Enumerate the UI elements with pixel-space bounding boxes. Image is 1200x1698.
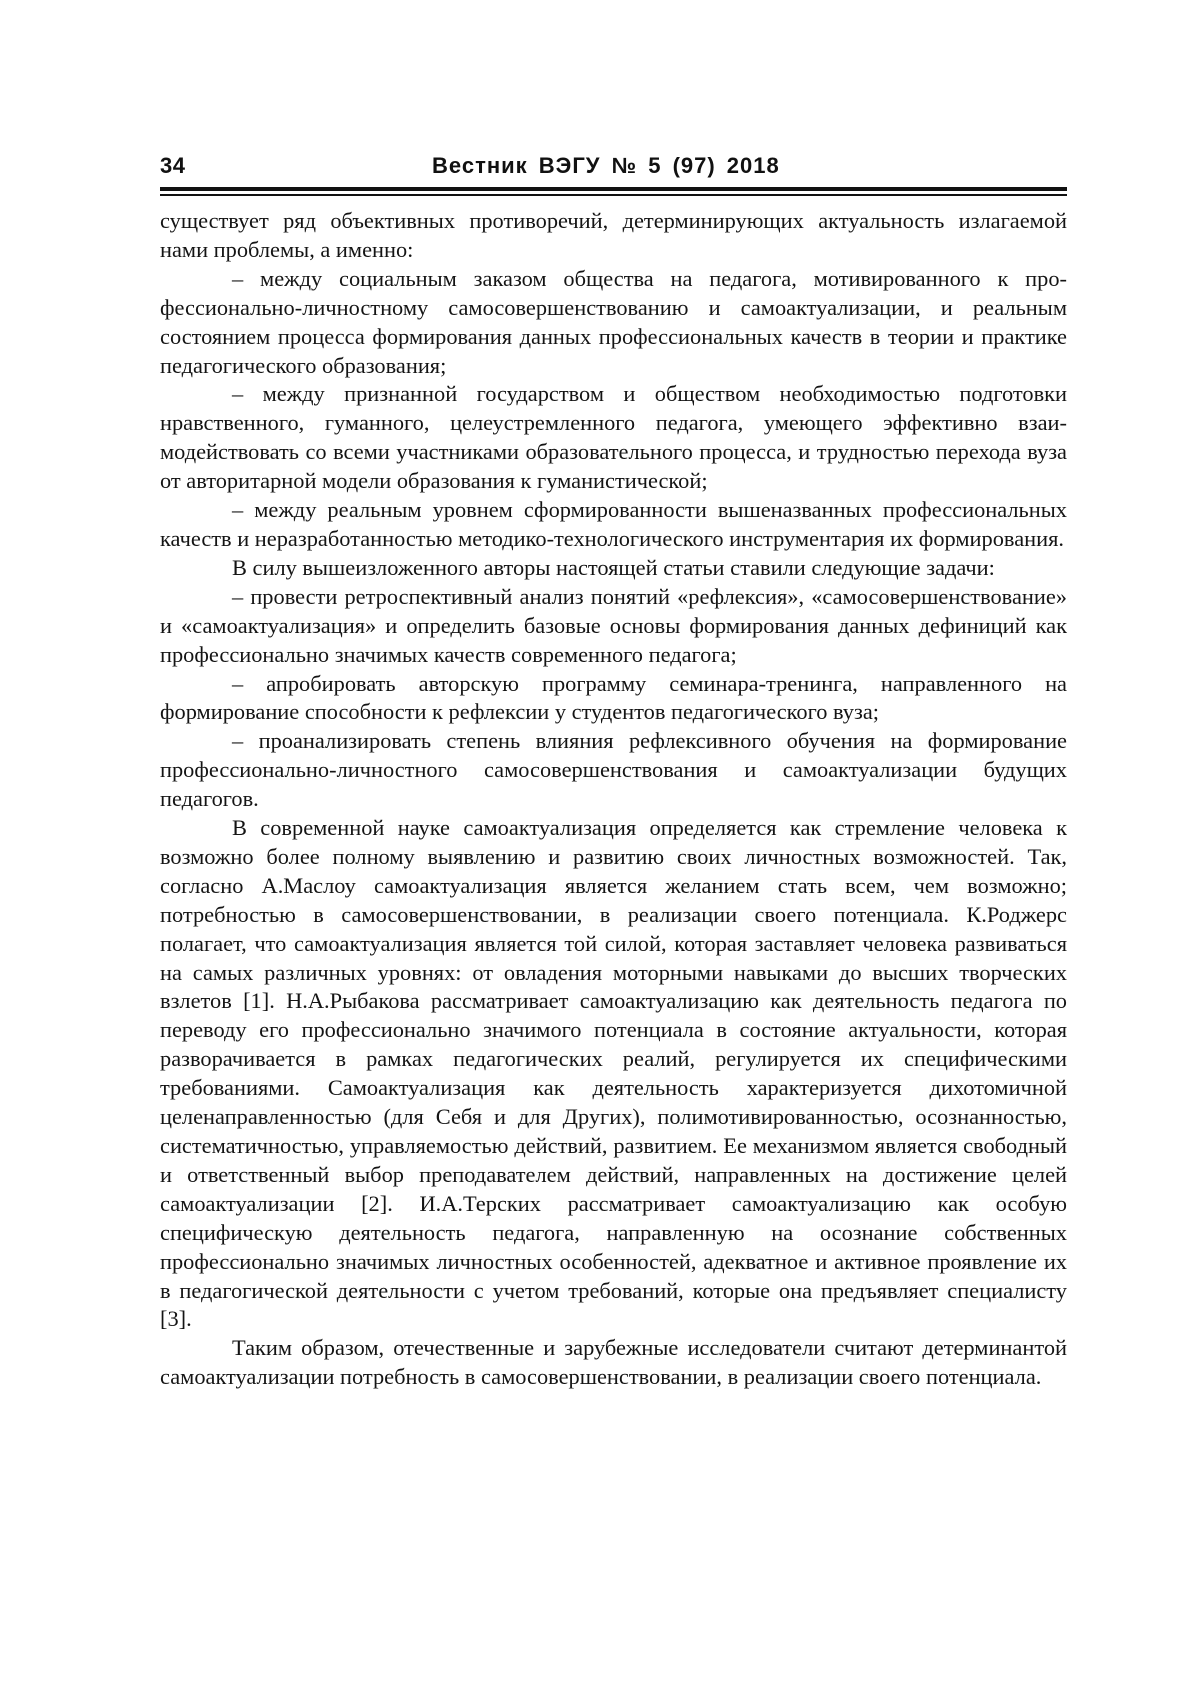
journal-title: Вестник ВЭГУ № 5 (97) 2018 xyxy=(432,153,780,178)
paragraph-contradiction-3: – между реальным уровнем сформированности вышеназванных профессиональных качеств и неразработанностью методико-технологического инструментария их формирования. xyxy=(160,497,1067,551)
paragraph-contradiction-1: – между социальным заказом общества на педагога, мотивированного к профессионально-личностному самосовершенствованию и самоактуализации, и реальным состоянием процесса формирования данных профессиональных качеств в теории и практике педагогического образования; xyxy=(160,265,1067,378)
article-body xyxy=(160,207,1067,1392)
paragraph-self-actualization: В современной науке самоактуализация определяется как стремление человека к возможно более полному выявлению и развитию своих личностных возможностей. Так, согласно А.Маслоу самоактуализация является желанием стать всем, чем возможно; потребностью в самосовершенствовании, в реализации своего потенциала. К.Роджерс полагает, что самоактуализация является той силой, которая заставляет человека развиваться на самых различных уровнях: от овладения моторными навыками до высших творческих взлетов [1]. Н.А.Рыбакова рассматривает самоактуализацию как деятельность педагога по переводу его профессионально значимого потенциала в состояние актуальности, которая разворачивается в рамках педагогических реалий, регулируется их специфическими требованиями. Самоактуализация как деятельность характеризуется дихотомичной целенаправленностью (для Себя и для Других), полимотивированностью, осознанностью, систематичностью, управляемостью действий, развитием. Ее механизмом является свободный и ответственный выбор преподавателем действий, направленных на достижение целей самоактуализации [2]. И.А.Терских рассматривает самоактуализацию как особую специфическую деятельность педагога, направленную на осознание собственных профессионально значимых личностных особенностей, адекватное и активное проявление их в педагогической деятельности с учетом требований, которые она предъявляет специалисту [3]. xyxy=(160,815,1067,1332)
page-number: 34 xyxy=(160,153,186,178)
paragraph-contradiction-2: – между признанной государством и обществом необходимостью подготовки нравственного, гуманного, целеустремленного педагога, умеющего эффективно взаимодействовать со всеми участниками образовательного процесса, и трудностью перехода вуза от авторитарной модели образования к гуманистической; xyxy=(160,381,1067,494)
paragraph-task-2: – апробировать авторскую программу семинара-тренинга, направленного на формирование способности к рефлексии у студентов педагогического вуза; xyxy=(160,670,1067,725)
paragraph-conclusion: Таким образом, отечественные и зарубежные исследователи считают детерминантой самоактуализации потребность в самосовершенствовании, в реализации своего потенциала. xyxy=(160,1335,1067,1390)
header-rule-thick xyxy=(160,187,1067,191)
paragraph-intro: существует ряд объективных противоречий, детерминирующих актуальность излагаемой нами проблемы, а именно: xyxy=(160,208,1067,262)
paragraph-task-3: – проанализировать степень влияния рефлексивного обучения на формирование профессионально-личностного самосовершенствования и самоактуализации будущих педагогов. xyxy=(160,728,1067,812)
header-rule-thin xyxy=(160,194,1067,196)
paragraph-task-1: – провести ретроспективный анализ понятий «рефлексия», «самосовершенствование» и «самоактуализация» и определить базовые основы формирования данных дефиниций как профессионально значимых качеств современного педагога; xyxy=(160,583,1067,667)
paragraph-tasks-intro: В силу вышеизложенного авторы настоящей статьи ставили следующие задачи: xyxy=(232,554,995,580)
running-header xyxy=(160,150,1067,180)
